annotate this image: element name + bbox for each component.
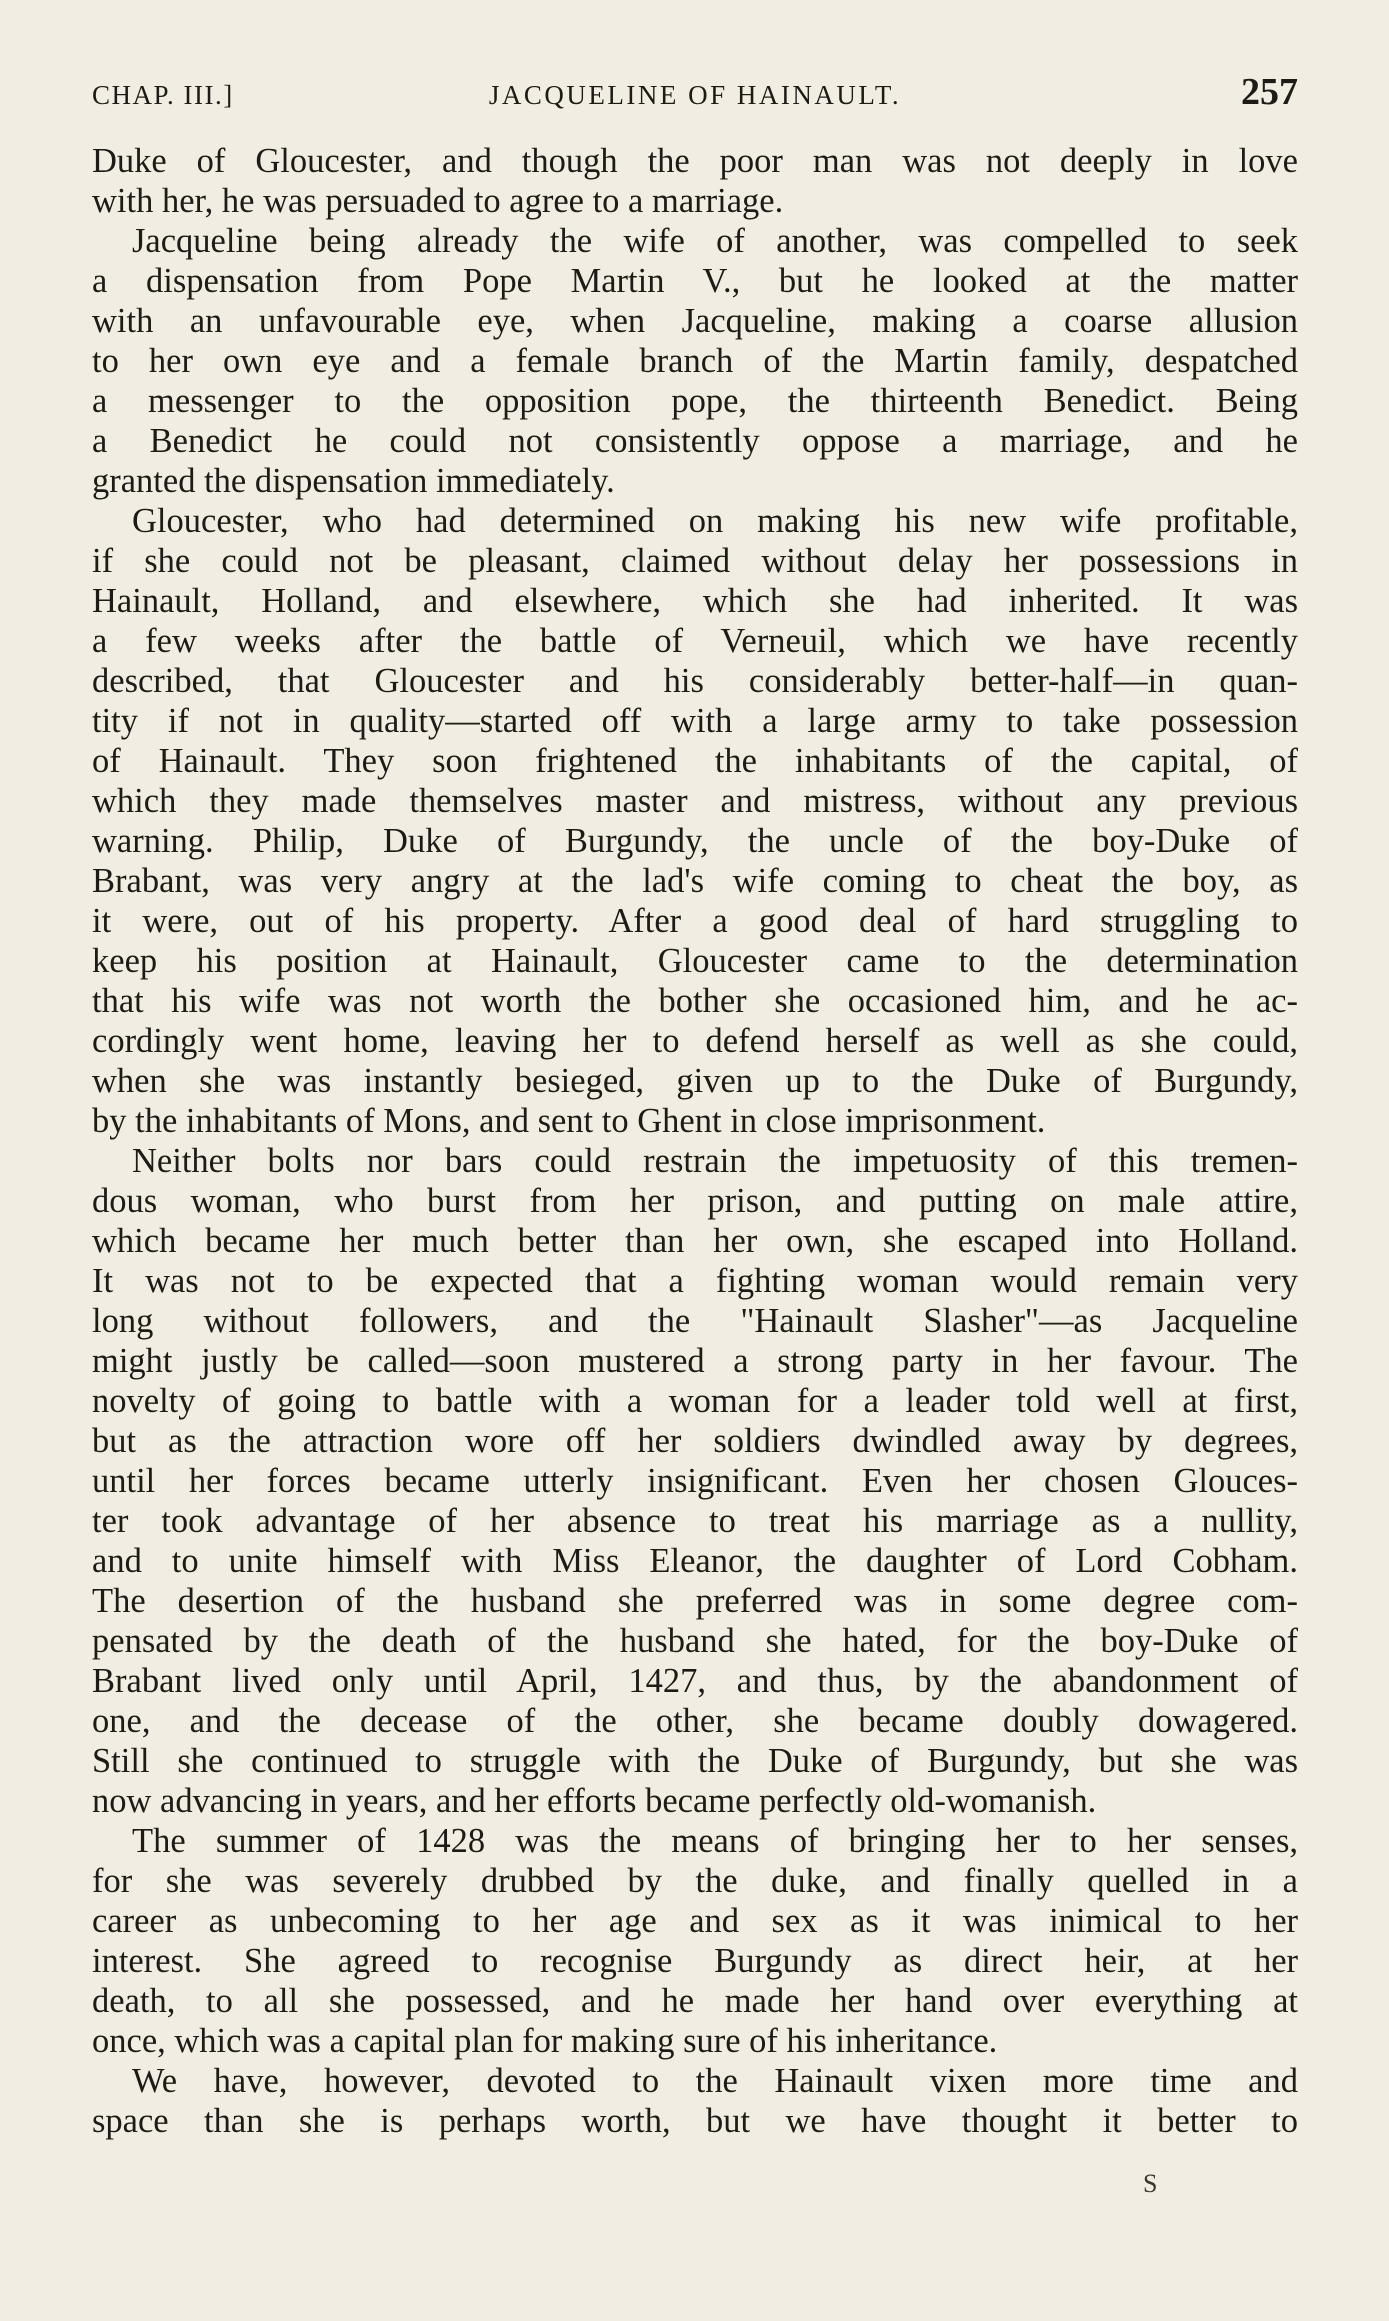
text-line: described, that Gloucester and his considerably better-half—in quan- [92,662,1298,700]
text-line: until her forces became utterly insignificant. Even her chosen Glouces- [92,1462,1298,1500]
body-text [92,141,1298,2141]
text-line: Duke of Gloucester, and though the poor man was not deeply in love [92,142,1298,180]
text-line: by the inhabitants of Mons, and sent to Ghent in close imprisonment. [92,1102,1046,1140]
text-line: keep his position at Hainault, Gloucester came to the determination [92,942,1298,980]
text-line: to her own eye and a female branch of the Martin family, despatched [92,342,1298,380]
text-line: with an unfavourable eye, when Jacqueline, making a coarse allusion [92,302,1298,340]
text-line: We have, however, devoted to the Hainault vixen more time and [132,2062,1298,2100]
text-line: Brabant, was very angry at the lad's wife coming to cheat the boy, as [92,862,1298,900]
text-line: might justly be called—soon mustered a strong party in her favour. The [92,1342,1298,1380]
text-line: once, which was a capital plan for making sure of his inheritance. [92,2022,998,2060]
text-line: with her, he was persuaded to agree to a marriage. [92,182,784,220]
text-line: one, and the decease of the other, she became doubly dowagered. [92,1702,1298,1740]
text-line: a few weeks after the battle of Verneuil, which we have recently [92,622,1298,660]
text-line: Hainault, Holland, and elsewhere, which she had inherited. It was [92,582,1298,620]
text-line: of Hainault. They soon frightened the inhabitants of the capital, of [92,742,1298,780]
text-line: career as unbecoming to her age and sex as it was inimical to her [92,1902,1298,1940]
text-line: ter took advantage of her absence to treat his marriage as a nullity, [92,1502,1298,1540]
text-line: space than she is perhaps worth, but we have thought it better to [92,2102,1298,2140]
text-line: it were, out of his property. After a good deal of hard struggling to [92,902,1298,940]
text-line: Neither bolts nor bars could restrain the impetuosity of this tremen- [132,1142,1298,1180]
text-line: death, to all she possessed, and he made her hand over everything at [92,1982,1298,2020]
text-line: and to unite himself with Miss Eleanor, the daughter of Lord Cobham. [92,1542,1298,1580]
text-line: a Benedict he could not consistently oppose a marriage, and he [92,422,1298,460]
text-line: It was not to be expected that a fighting woman would remain very [92,1262,1298,1300]
text-line: which they made themselves master and mistress, without any previous [92,782,1298,820]
text-line: pensated by the death of the husband she hated, for the boy-Duke of [92,1622,1298,1660]
text-line: which became her much better than her own, she escaped into Holland. [92,1222,1298,1260]
text-line: if she could not be pleasant, claimed without delay her possessions in [92,542,1298,580]
text-line: novelty of going to battle with a woman for a leader told well at first, [92,1382,1298,1420]
running-title: JACQUELINE OF HAINAULT. [488,80,902,110]
text-line: The summer of 1428 was the means of bringing her to her senses, [132,1822,1298,1860]
text-line: when she was instantly besieged, given up to the Duke of Burgundy, [92,1062,1298,1100]
text-line: for she was severely drubbed by the duke, and finally quelled in a [92,1862,1298,1900]
text-line: that his wife was not worth the bother she occasioned him, and he ac- [92,982,1298,1020]
page-number: 257 [1241,71,1298,113]
text-line: interest. She agreed to recognise Burgundy as direct heir, at her [92,1942,1298,1980]
text-line: a messenger to the opposition pope, the thirteenth Benedict. Being [92,382,1298,420]
chapter-label: CHAP. III.] [92,80,234,110]
text-line: dous woman, who burst from her prison, and putting on male attire, [92,1182,1298,1220]
text-line: warning. Philip, Duke of Burgundy, the uncle of the boy-Duke of [92,822,1298,860]
text-line: but as the attraction wore off her soldiers dwindled away by degrees, [92,1422,1298,1460]
text-line: cordingly went home, leaving her to defend herself as well as she could, [92,1022,1298,1060]
text-line: tity if not in quality—started off with a large army to take possession [92,702,1298,740]
text-line: The desertion of the husband she preferred was in some degree com- [92,1582,1298,1620]
text-line: now advancing in years, and her efforts became perfectly old-womanish. [92,1782,1097,1820]
running-header [92,70,1298,120]
text-line: Jacqueline being already the wife of another, was compelled to seek [132,222,1298,260]
text-line: Still she continued to struggle with the Duke of Burgundy, but she was [92,1742,1298,1780]
text-line: long without followers, and the "Hainault Slasher"—as Jacqueline [92,1302,1298,1340]
text-line: a dispensation from Pope Martin V., but he looked at the matter [92,262,1298,300]
text-line: Gloucester, who had determined on making his new wife profitable, [132,502,1298,540]
signature-mark: S [1143,2169,1158,2198]
text-line: granted the dispensation immediately. [92,462,615,500]
text-line: Brabant lived only until April, 1427, and thus, by the abandonment of [92,1662,1298,1700]
